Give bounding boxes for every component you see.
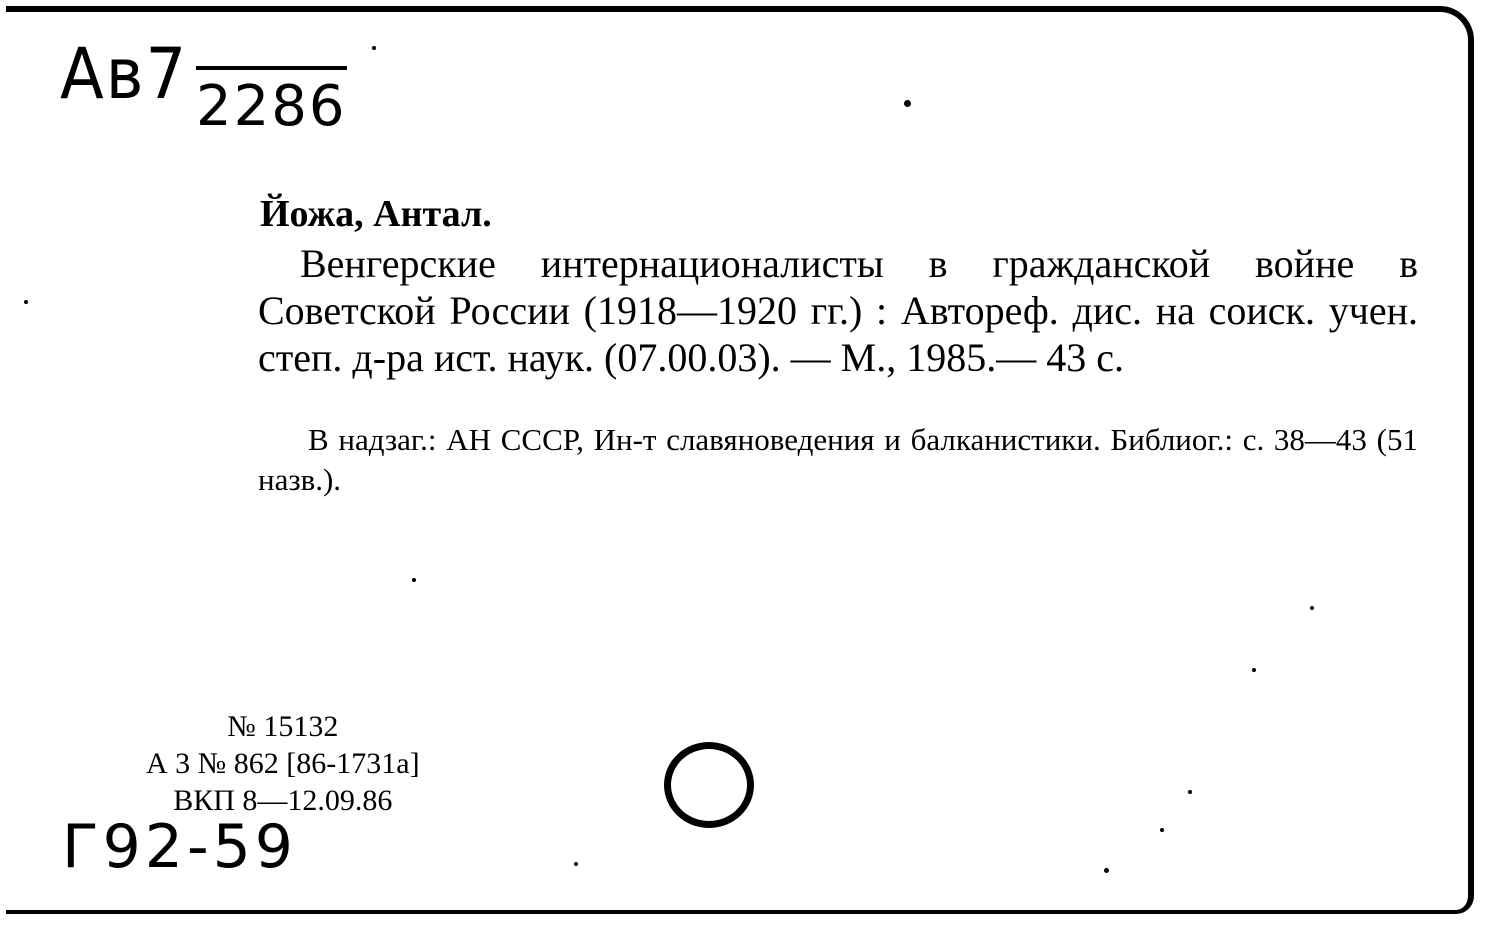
scan-speck [1252,668,1256,672]
scan-speck [1188,790,1192,794]
scan-speck [1310,606,1314,610]
catalog-number: № 15132 [227,710,339,743]
bibliographic-description: Венгерские интернационалисты в гражданской войне в Советской России (1918—1920 гг.) : Автореф. дис. на соиск. учен. степ. д-ра ист. наук. (07.00.03). — М., 1985.— 43 с. [258,241,1418,380]
scan-speck [904,100,911,107]
bibliographic-notes: В надзаг.: АН СССР, Ин-т славяноведения и балканистики. Библиог.: с. 38—43 (51 назв.). [258,422,1418,497]
scan-speck [574,862,578,866]
scan-speck [372,46,376,50]
scan-speck [412,578,416,582]
vkp-line: ВКП 8—12.09.86 [173,784,393,817]
catalog-info [146,708,420,819]
bottom-code: Г92-59 [62,812,297,882]
shelf-mark-number: 2286 [196,66,347,139]
shelf-mark-prefix: Ав7 [60,34,189,116]
scan-speck [1160,828,1164,832]
author-heading: Йожа, Антал. [260,193,492,235]
scan-speck [24,300,28,304]
scan-speck [1104,868,1109,873]
card-punch-hole [664,742,754,828]
accession-number: А 3 № 862 [86-1731а] [146,747,420,780]
